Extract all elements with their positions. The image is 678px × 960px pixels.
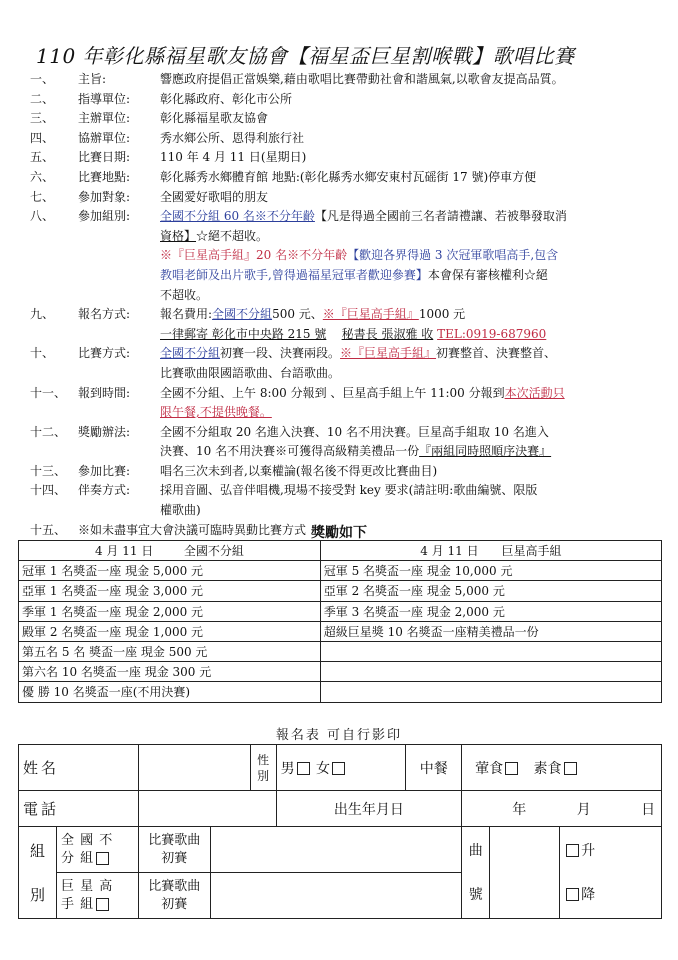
group-star-note-cont: 教唱老師及出片歌手,曾得過福星冠軍者歡迎參賽】 <box>160 267 428 282</box>
awards-header-star: 4 月 11 日 巨星高手組 <box>320 541 661 561</box>
rule-item-checkin <box>30 384 660 423</box>
group-national-limit: ☆絕不超收。 <box>196 228 269 243</box>
rules-list <box>30 70 660 540</box>
rule-item-registration <box>30 305 660 344</box>
lunch-options <box>462 745 662 791</box>
reward-method-line2: 決賽、10 名不用決賽※可獲得高級精美禮品一份 <box>160 444 420 459</box>
group-star-option: 巨 星 高 手 組 <box>56 873 138 919</box>
contact-phone: TEL:0919-687960 <box>437 326 547 341</box>
group-national-note: 【凡是得過全國前三名者請禮讓、若被舉發取消 <box>314 209 567 224</box>
rule-text: 響應政府提倡正當娛樂,藉由歌唱比賽帶動社會和諧風氣,以歌會友提高品質。 <box>160 72 564 86</box>
song-field-star[interactable] <box>210 873 462 919</box>
page-title: 110 年彰化縣福星歌友協會【福星盃巨星割喉戰】歌唱比賽 <box>36 44 575 68</box>
rule-number: 六、 <box>30 169 55 184</box>
rule-text: 全國愛好歌唱的朋友 <box>160 189 269 204</box>
phone-field[interactable] <box>138 791 276 827</box>
award-star: 亞軍 2 名獎盃一座 現金 5,000 元 <box>320 581 661 601</box>
song-label: 比賽歌曲 初賽 <box>138 873 210 919</box>
table-row <box>19 601 662 621</box>
male-label: 男 <box>280 760 295 777</box>
rule-item <box>30 90 660 110</box>
mail-address: 一律郵寄 彰化市中央路 215 號 <box>160 326 327 341</box>
group-national-note-cont: 資格】 <box>160 228 197 243</box>
rule-text: ※如未盡事宜大會決議可臨時異動比賽方式 <box>78 522 307 537</box>
meal-note: 本次活動只 <box>504 385 565 400</box>
rule-label: 伴奏方式: <box>78 483 131 498</box>
rule-item <box>30 188 660 208</box>
award-national: 殿軍 2 名獎盃一座 現金 1,000 元 <box>19 621 321 641</box>
rule-item <box>30 129 660 149</box>
gender-options <box>276 745 406 791</box>
format-national: 初賽一段、決賽兩段。 <box>220 346 341 361</box>
fee-national: 500 元、 <box>272 307 323 322</box>
group-star-note: 【歡迎各界得過 3 次冠軍歌唱高手,包含 <box>347 248 559 263</box>
rule-text <box>160 207 660 305</box>
form-row-name <box>19 745 662 791</box>
year-label: 年 <box>512 801 527 818</box>
rule-item-reward-method <box>30 423 660 462</box>
award-star <box>320 641 661 661</box>
rule-number: 七、 <box>30 189 55 204</box>
rule-text: 秀水鄉公所、恩得利旅行社 <box>160 130 305 145</box>
rule-number: 十、 <box>30 346 55 361</box>
checkin-times: 全國不分組、上午 8:00 分報到 、巨星高手組上午 11:00 分報到 <box>160 385 505 400</box>
form-row-group-national <box>19 827 662 873</box>
group-star-rights: 本會保有審核權利☆絕 <box>427 267 548 282</box>
rule-label: 主辦單位: <box>78 111 131 126</box>
awards-title: 獎勵如下 <box>311 525 367 541</box>
group-national-checkbox[interactable] <box>96 852 109 865</box>
format-group-national: 全國不分組 <box>160 346 221 361</box>
fee-star: 1000 元 <box>418 307 466 322</box>
rule-label: 指導單位: <box>78 91 131 106</box>
rule-number: 四、 <box>30 130 55 145</box>
format-song-rule: 比賽歌曲限國語歌曲、台語歌曲。 <box>160 365 341 380</box>
table-row <box>19 662 662 682</box>
rule-text <box>160 344 660 383</box>
birth-label: 出生年月日 <box>276 791 462 827</box>
rule-number: 八、 <box>30 209 55 224</box>
rule-text <box>160 305 660 344</box>
rule-item <box>30 148 660 168</box>
table-row <box>19 682 662 702</box>
award-national: 第五名 5 名 獎盃一座 現金 500 元 <box>19 641 321 661</box>
rule-label: 參加對象: <box>78 189 131 204</box>
down-label: 降 <box>581 886 596 903</box>
male-checkbox[interactable] <box>297 762 310 775</box>
rule-number: 二、 <box>30 91 55 106</box>
name-label: 姓名 <box>19 745 139 791</box>
mail-recipient: 秘書長 張淑雅 收 <box>341 326 434 341</box>
rule-number: 十四、 <box>30 483 67 498</box>
format-group-star: ※『巨星高手組』 <box>340 346 437 361</box>
rule-item <box>30 109 660 129</box>
rule-label: 主旨: <box>78 72 107 86</box>
group-national-option: 全 國 不 分 組 <box>56 827 138 873</box>
meal-note-cont: 限午餐,不提供晚餐。 <box>160 405 272 420</box>
fee-group-star: ※『巨星高手組』 <box>322 307 419 322</box>
up-label: 升 <box>581 842 596 859</box>
form-row-phone <box>19 791 662 827</box>
gender-label: 性 別 <box>250 745 276 791</box>
rule-label: 參加組別: <box>78 209 131 224</box>
format-star: 初賽整首、決賽整首、 <box>436 346 557 361</box>
female-label: 女 <box>316 760 331 777</box>
reward-method-order: 『兩組同時照順序決賽』 <box>419 444 552 459</box>
rule-label: 比賽方式: <box>78 346 131 361</box>
award-star: 冠軍 5 名獎盃一座 現金 10,000 元 <box>320 561 661 581</box>
accompaniment-line2: 權歌曲) <box>160 503 201 518</box>
rule-number: 一、 <box>30 72 55 86</box>
rule-item <box>30 70 660 90</box>
rule-item <box>30 462 660 482</box>
awards-table <box>18 540 662 703</box>
rule-label: 比賽地點: <box>78 169 131 184</box>
month-label: 月 <box>576 801 591 818</box>
award-star <box>320 662 661 682</box>
table-row <box>19 581 662 601</box>
rule-number: 三、 <box>30 111 55 126</box>
tune-field[interactable] <box>490 827 560 919</box>
veg-checkbox[interactable] <box>564 762 577 775</box>
group-label: 組 別 <box>19 827 57 919</box>
rule-label: 獎勵辦法: <box>78 424 131 439</box>
award-national: 第六名 10 名獎盃一座 現金 300 元 <box>19 662 321 682</box>
rule-number: 九、 <box>30 307 55 322</box>
song-label: 比賽歌曲 初賽 <box>138 827 210 873</box>
down-checkbox[interactable] <box>566 888 579 901</box>
up-checkbox[interactable] <box>566 844 579 857</box>
award-star: 超級巨星獎 10 名獎盃一座精美禮品一份 <box>320 621 661 641</box>
rule-text: 唱名三次未到者,以棄權論(報名後不得更改比賽曲目) <box>160 463 438 478</box>
rule-number: 十五、 <box>30 522 67 537</box>
group-star-limit: 不超收。 <box>160 287 209 302</box>
fee-label: 報名費用: <box>160 307 213 322</box>
rule-item <box>30 168 660 188</box>
table-row <box>19 641 662 661</box>
song-field-national[interactable] <box>210 827 462 873</box>
meat-checkbox[interactable] <box>505 762 518 775</box>
birth-field[interactable] <box>462 791 662 827</box>
rule-text <box>160 384 660 423</box>
award-star: 季軍 3 名獎盃一座 現金 2,000 元 <box>320 601 661 621</box>
accompaniment-line1: 採用音圖、弘音伴唱機,現場不接受對 key 要求(請註明:歌曲編號、限版 <box>160 483 538 498</box>
veg-label: 素食 <box>533 760 562 777</box>
award-national: 冠軍 1 名獎盃一座 現金 5,000 元 <box>19 561 321 581</box>
reward-method-line1: 全國不分組取 20 名進入決賽、10 名不用決賽。巨星高手組取 10 名進入 <box>160 424 549 439</box>
award-national: 優 勝 10 名獎盃一座(不用決賽) <box>19 682 321 702</box>
table-row <box>19 561 662 581</box>
rule-item-accompaniment <box>30 481 660 520</box>
awards-header-national: 4 月 11 日 全國不分組 <box>19 541 321 561</box>
rule-text: 彰化縣福星歌友協會 <box>160 111 269 126</box>
awards-header-row <box>19 541 662 561</box>
rule-number: 十二、 <box>30 424 67 439</box>
rule-text: 110 年 4 月 11 日(星期日) <box>160 150 307 165</box>
form-title: 報名表 可自行影印 <box>275 728 403 743</box>
table-row <box>19 621 662 641</box>
rule-text <box>160 423 660 462</box>
rule-number: 十三、 <box>30 463 67 478</box>
rule-number: 十一、 <box>30 385 67 400</box>
phone-label: 電話 <box>19 791 139 827</box>
rule-label: 比賽日期: <box>78 150 131 165</box>
meat-label: 葷食 <box>475 760 504 777</box>
tune-label: 曲 號 <box>462 827 490 919</box>
rule-text <box>160 481 660 520</box>
fee-group-national: 全國不分組 <box>212 307 273 322</box>
rule-label: 報到時間: <box>78 385 131 400</box>
group-national: 全國不分組 60 名※不分年齡 <box>160 209 315 224</box>
group-star: ※『巨星高手組』20 名※不分年齡 <box>160 248 348 263</box>
name-field[interactable] <box>138 745 250 791</box>
group-star-checkbox[interactable] <box>96 898 109 911</box>
key-options <box>560 827 662 919</box>
award-national: 亞軍 1 名獎盃一座 現金 3,000 元 <box>19 581 321 601</box>
day-label: 日 <box>641 801 656 818</box>
female-checkbox[interactable] <box>332 762 345 775</box>
lunch-label: 中餐 <box>406 745 462 791</box>
rule-item-format <box>30 344 660 383</box>
rule-label: 參加比賽: <box>78 463 131 478</box>
award-national: 季軍 1 名獎盃一座 現金 2,000 元 <box>19 601 321 621</box>
rule-text: 彰化縣秀水鄉體育館 地點:(彰化縣秀水鄉安東村瓦磘街 17 號)停車方便 <box>160 169 537 184</box>
rule-text: 彰化縣政府、彰化市公所 <box>160 91 293 106</box>
rule-label: 協辦單位: <box>78 130 131 145</box>
registration-form <box>18 744 662 919</box>
award-star <box>320 682 661 702</box>
rule-label: 報名方式: <box>78 307 131 322</box>
rule-number: 五、 <box>30 150 55 165</box>
rule-item-groups <box>30 207 660 305</box>
